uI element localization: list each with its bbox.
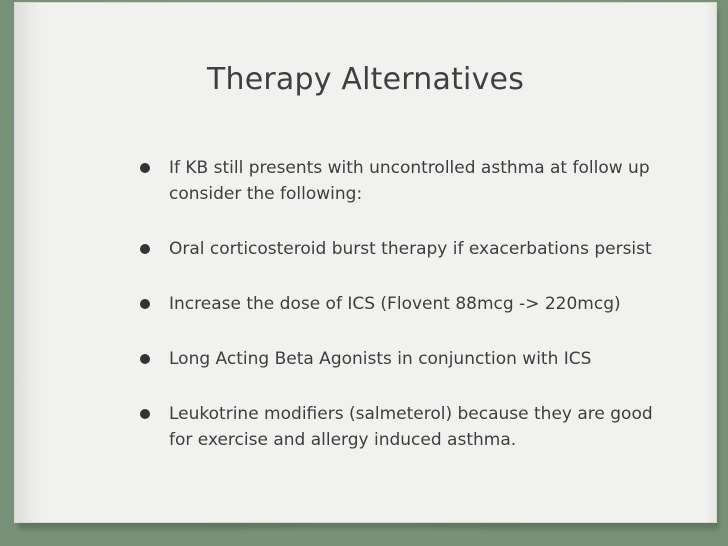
bullet-dot-icon bbox=[140, 299, 150, 309]
bullet-item bbox=[139, 155, 664, 207]
bullet-item bbox=[139, 346, 664, 372]
bullet-item bbox=[139, 401, 664, 453]
bullet-item bbox=[139, 291, 664, 317]
bullet-dot-icon bbox=[140, 354, 150, 364]
slide-title: Therapy Alternatives bbox=[206, 62, 525, 97]
bullet-text: Long Acting Beta Agonists in conjunction with ICS bbox=[169, 349, 592, 369]
bullet-dot-icon bbox=[140, 409, 150, 419]
bullet-text: Increase the dose of ICS (Flovent 88mcg -> 220mcg) bbox=[169, 294, 621, 314]
bullet-text: If KB still presents with uncontrolled asthma at follow up consider the following: bbox=[169, 158, 650, 204]
bullet-list bbox=[139, 155, 664, 482]
bullet-item bbox=[139, 236, 664, 262]
bullet-dot-icon bbox=[140, 163, 150, 173]
bullet-dot-icon bbox=[140, 244, 150, 254]
bullet-text: Oral corticosteroid burst therapy if exacerbations persist bbox=[169, 239, 652, 259]
bullet-text: Leukotrine modifiers (salmeterol) because they are good for exercise and allergy induced asthma. bbox=[169, 404, 653, 450]
slide-page bbox=[14, 2, 717, 523]
